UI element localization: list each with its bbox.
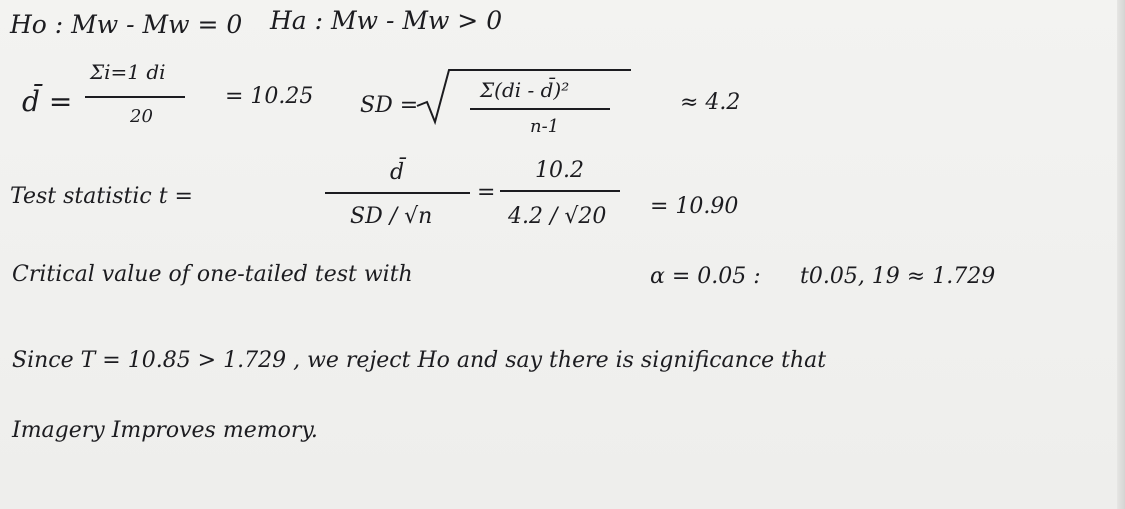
mean-diff-result: = 10.25 [225, 84, 314, 109]
mean-diff-fraction-bar [85, 96, 185, 98]
test-stat-result: = 10.90 [650, 194, 739, 219]
conclusion-line-1: Since T = 10.85 > 1.729 , we reject Ho and say there is significance that [12, 348, 827, 373]
mean-diff-symbol: d̄ = [22, 85, 73, 118]
critical-t-value: t0.05, 19 ≈ 1.729 [800, 264, 996, 289]
mean-diff-numerator: Σi=1 di [90, 60, 166, 84]
test-stat-equals: = [477, 180, 496, 205]
conclusion-line-2: Imagery Improves memory. [12, 418, 318, 443]
page-edge [1117, 0, 1125, 509]
sd-denominator: n-1 [530, 116, 560, 137]
test-stat-den2: 4.2 / √20 [508, 204, 607, 229]
sd-numerator: Σ(di - d̄)² [480, 78, 570, 102]
test-stat-bar2 [500, 190, 620, 192]
test-stat-bar1 [325, 192, 470, 194]
sd-fraction-bar [470, 108, 610, 110]
test-stat-num1: d̄ [390, 160, 405, 185]
test-stat-den1: SD / √n [350, 204, 433, 229]
null-hypothesis: Ho : Mw - Mw = 0 [10, 10, 243, 39]
critical-prefix: Critical value of one-tailed test with [12, 262, 413, 287]
test-stat-label: Test statistic t = [10, 184, 193, 209]
mean-diff-denominator: 20 [130, 106, 153, 127]
sd-symbol: SD = [360, 93, 419, 118]
test-stat-num2: 10.2 [535, 158, 584, 183]
critical-alpha: α = 0.05 : [650, 264, 761, 289]
alternative-hypothesis: Ha : Mw - Mw > 0 [270, 6, 503, 35]
sd-result: ≈ 4.2 [680, 90, 741, 115]
